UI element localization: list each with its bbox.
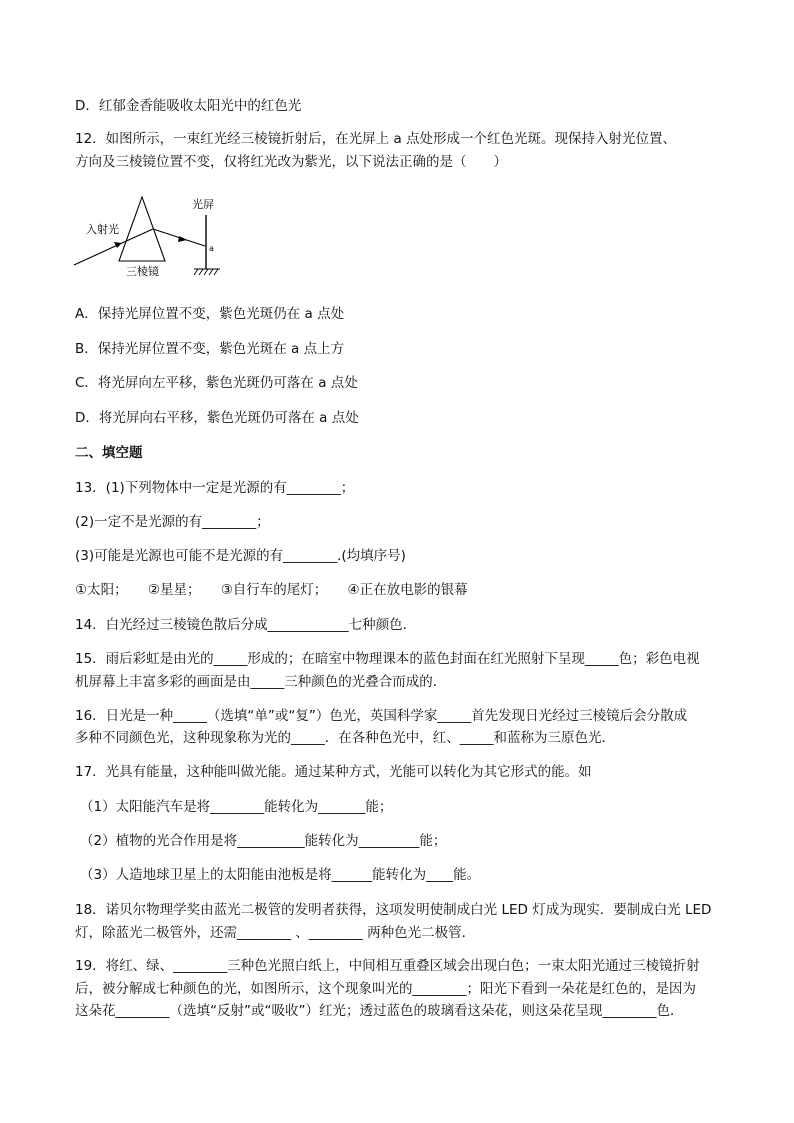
- incident-ray-label: 入射光: [86, 223, 119, 236]
- q18-line1: 18．诺贝尔物理学奖由蓝光二极管的发明者获得，这项发明使制成白光 LED 灯成为现实．要制成白光 LED: [75, 902, 712, 918]
- q13-part2: (2)一定不是光源的有________；: [75, 514, 270, 530]
- q13-part1: 13．(1)下列物体中一定是光源的有________；: [75, 480, 355, 496]
- q17-part1: （1）太阳能汽车是将________能转化为_______能；: [80, 799, 393, 815]
- prism: [119, 197, 165, 261]
- q12-stem-line2: 方向及三棱镜位置不变，仅将红光改为紫光，以下说法正确的是（ ）: [75, 154, 507, 170]
- q16-line1: 16．日光是一种_____（选填“单”或“复”）色光，英国科学家_____首先发现日光经过三棱镜后会分散成: [75, 708, 688, 724]
- q12-stem-line1: 12．如图所示，一束红光经三棱镜折射后，在光屏上 a 点处形成一个红色光斑。现保持入射光位置、: [75, 131, 677, 147]
- q12-option-d: D．将光屏向右平移，紫色光斑仍可落在 a 点处: [75, 410, 359, 426]
- q16-line2: 多种不同颜色光，这种现象称为光的_____．在各种色光中，红、_____和蓝称为三原色光．: [75, 730, 615, 746]
- prism-diagram: [72, 193, 232, 281]
- prism-label: 三棱镜: [126, 265, 159, 278]
- q17-part3: （3）人造地球卫星上的太阳能由池板是将______能转化为____能。: [80, 867, 481, 883]
- q13-choices: ①太阳； ②星星； ③自行车的尾灯； ④正在放电影的银幕: [75, 582, 468, 598]
- q15-line2: 机屏幕上丰富多彩的画面是由_____三种颜色的光叠合而成的．: [75, 674, 447, 690]
- q17-part2: （2）植物的光合作用是将__________能转化为_________能；: [80, 833, 447, 849]
- screen-label: 光屏: [192, 198, 214, 211]
- q12-option-a: A．保持光屏位置不变，紫色光斑仍在 a 点处: [75, 306, 345, 322]
- q14: 14．白光经过三棱镜色散后分成____________七种颜色．: [75, 617, 417, 633]
- emergent-arrow: [178, 236, 187, 242]
- ground-hatch: [194, 269, 218, 275]
- refracted-ray: [133, 229, 153, 238]
- q19-line3: 这朵花________（选填“反射”或“吸收”）红光；透过蓝色的玻璃看这朵花，则这朵花呈现________色．: [75, 1003, 684, 1019]
- point-a-label: a: [209, 244, 214, 253]
- q19-line1: 19．将红、绿、________三种色光照白纸上，中间相互重叠区域会出现白色；一束太阳光通过三棱镜折射: [75, 958, 700, 974]
- incident-arrow: [114, 242, 122, 248]
- q12-option-c: C．将光屏向左平移，紫色光斑仍可落在 a 点处: [75, 375, 358, 391]
- q15-line1: 15．雨后彩虹是由光的_____形成的；在暗室中物理课本的蓝色封面在红光照射下呈现_____色；彩色电视: [75, 651, 700, 667]
- q11-option-d: D．红郁金香能吸收太阳光中的红色光: [75, 98, 302, 114]
- q18-line2: 灯，除蓝光二极管外，还需________ 、________ 两种色光二极管．: [75, 925, 476, 941]
- section-heading: 二、填空题: [75, 445, 143, 461]
- q17-stem: 17．光具有能量，这种能叫做光能。通过某种方式，光能可以转化为其它形式的能。如: [75, 764, 592, 780]
- q19-line2: 后，被分解成七种颜色的光，如图所示，这个现象叫光的________；阳光下看到一朵花是红色的，是因为: [75, 981, 696, 997]
- q12-option-b: B．保持光屏位置不变，紫色光斑在 a 点上方: [75, 341, 345, 357]
- q13-part3: (3)可能是光源也可能不是光源的有________.(均填序号): [75, 548, 406, 564]
